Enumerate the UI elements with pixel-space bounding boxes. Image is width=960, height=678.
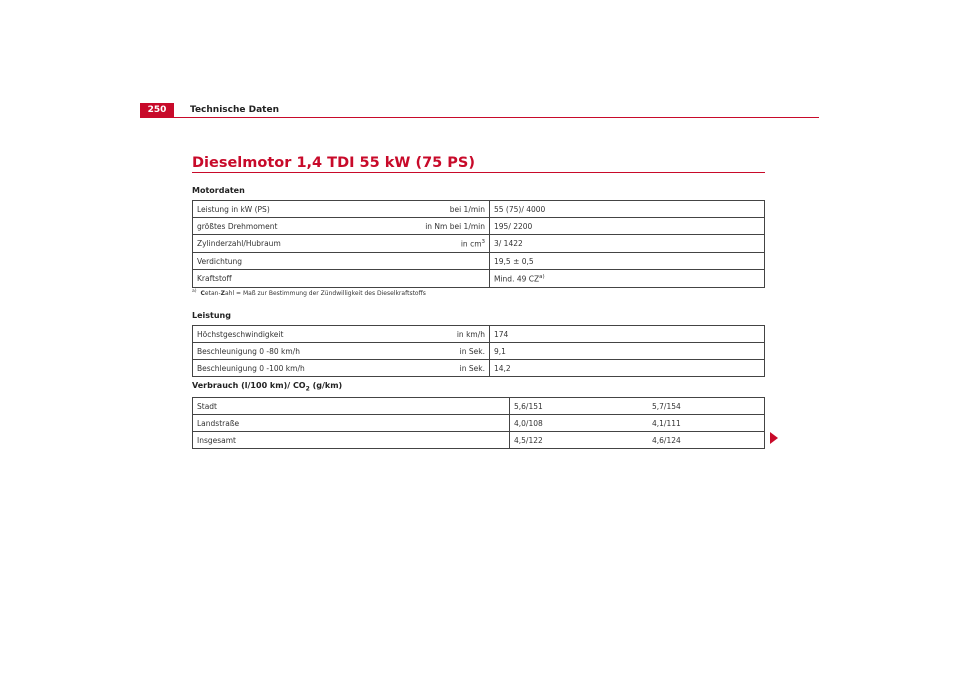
row-label: Kraftstoff: [193, 270, 342, 288]
row-unit: bei 1/min: [341, 201, 490, 218]
row-value-2: 5,7/154: [648, 398, 765, 415]
table-row: [193, 218, 765, 235]
row-unit: [341, 270, 490, 288]
row-value-2: 4,1/111: [648, 415, 765, 432]
leistung-heading: Leistung: [192, 311, 231, 320]
table-row: [193, 415, 765, 432]
row-value: 195/ 2200: [490, 218, 765, 235]
row-label: Höchstgeschwindigkeit: [193, 326, 342, 343]
unit-text: in cm: [460, 239, 482, 249]
row-value-2: 4,6/124: [648, 432, 765, 449]
footnote-c-rest: etan-: [204, 290, 221, 297]
row-value: [490, 270, 765, 288]
table-row: [193, 343, 765, 360]
row-value-1: 4,5/122: [510, 432, 649, 449]
row-value: 14,2: [490, 360, 765, 377]
row-value-1: 4,0/108: [510, 415, 649, 432]
row-value-1: 5,6/151: [510, 398, 649, 415]
triangle-right-icon[interactable]: [770, 432, 778, 444]
header-title: Technische Daten: [190, 105, 279, 115]
motordaten-heading: Motordaten: [192, 186, 245, 195]
page-number: 250: [140, 103, 174, 118]
footnote: [192, 289, 426, 297]
verbrauch-heading-main: Verbrauch (l/100 km)/ CO: [192, 381, 306, 390]
header-divider: [174, 117, 819, 118]
table-row: [193, 360, 765, 377]
section-divider: [192, 172, 765, 173]
row-unit: [341, 253, 490, 270]
section-title: Dieselmotor 1,4 TDI 55 kW (75 PS): [192, 155, 476, 171]
footnote-text: ahl = Maß zur Bestimmung der Zündwilligkeit des Dieselkraftstoffs: [224, 290, 426, 297]
verbrauch-heading-sub: 2: [305, 385, 310, 393]
row-value: 19,5 ± 0,5: [490, 253, 765, 270]
footnote-marker: a): [192, 289, 197, 294]
row-label: Verdichtung: [193, 253, 342, 270]
row-value: 9,1: [490, 343, 765, 360]
table-row: [193, 398, 765, 415]
leistung-table: [192, 325, 765, 377]
table-row: [193, 432, 765, 449]
row-value: 3/ 1422: [490, 235, 765, 253]
motordaten-table: [192, 200, 765, 288]
row-unit: in Nm bei 1/min: [341, 218, 490, 235]
row-label: Stadt: [193, 398, 510, 415]
value-text: Mind. 49 CZ: [494, 274, 540, 284]
row-label: größtes Drehmoment: [193, 218, 342, 235]
row-value: 174: [490, 326, 765, 343]
row-unit: [341, 235, 490, 253]
footnote-marker: a): [539, 273, 545, 280]
row-unit: in Sek.: [341, 360, 490, 377]
row-label: Leistung in kW (PS): [193, 201, 342, 218]
table-row: [193, 253, 765, 270]
verbrauch-heading-end: (g/km): [309, 381, 343, 390]
row-label: Insgesamt: [193, 432, 510, 449]
row-unit: in km/h: [341, 326, 490, 343]
row-value: 55 (75)/ 4000: [490, 201, 765, 218]
table-row: [193, 270, 765, 288]
row-label: Beschleunigung 0 -80 km/h: [193, 343, 342, 360]
footnote-z: Z: [220, 290, 225, 297]
table-row: [193, 201, 765, 218]
row-label: Zylinderzahl/Hubraum: [193, 235, 342, 253]
row-label: Beschleunigung 0 -100 km/h: [193, 360, 342, 377]
row-label: Landstraße: [193, 415, 510, 432]
row-unit: in Sek.: [341, 343, 490, 360]
verbrauch-table: [192, 397, 765, 449]
verbrauch-heading: [192, 381, 342, 393]
table-row: [193, 235, 765, 253]
table-row: [193, 326, 765, 343]
unit-superscript: 3: [481, 238, 485, 245]
footnote-c: C: [200, 290, 205, 297]
